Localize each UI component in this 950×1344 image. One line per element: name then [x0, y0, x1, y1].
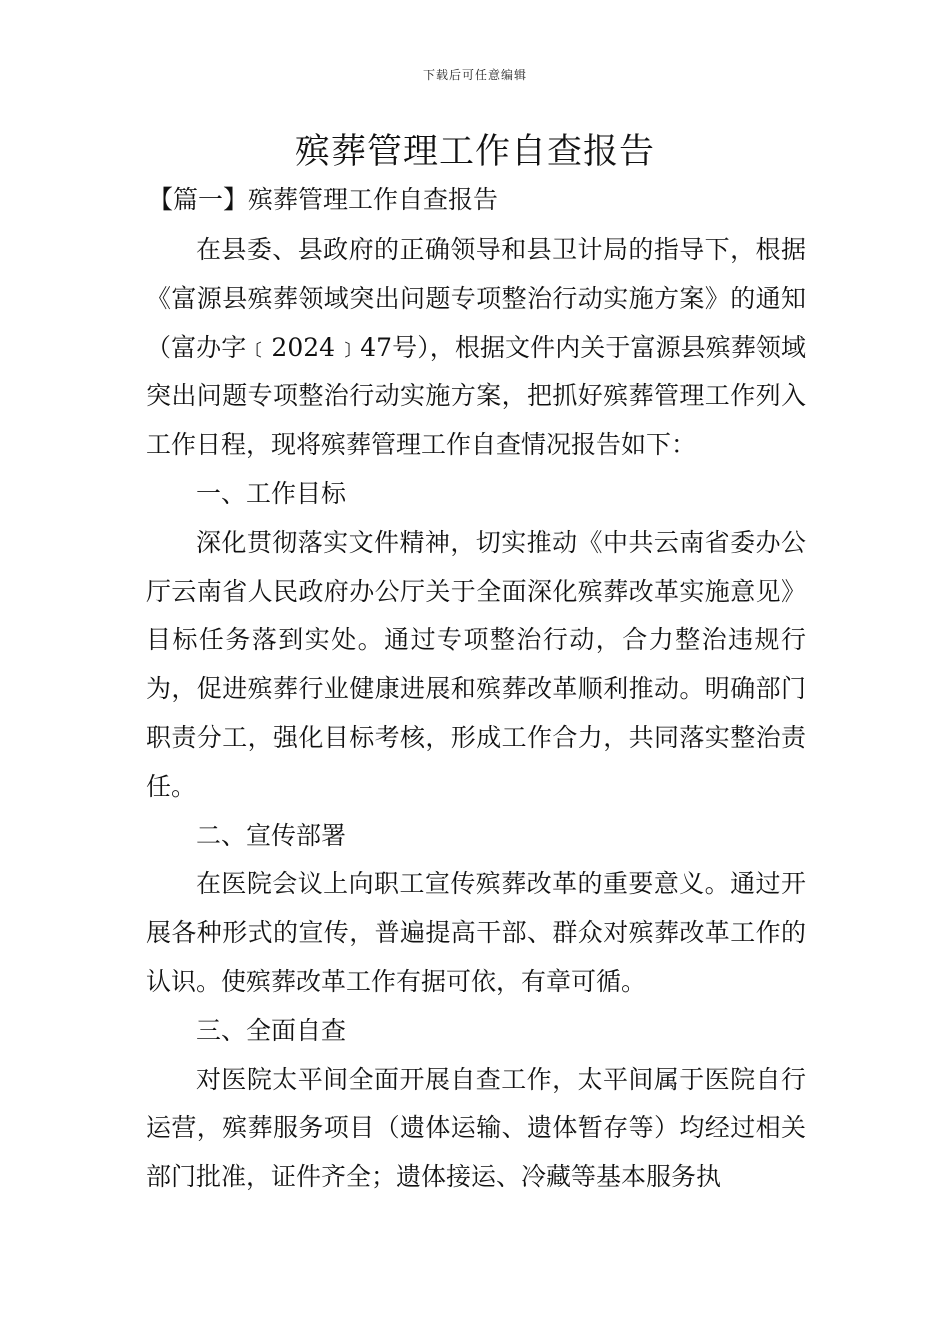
heading-self-inspection: 三、全面自查 — [196, 1015, 347, 1045]
paragraph-work-goals: 深化贯彻落实文件精神，切实推动《中共云南省委办公厅云南省人民政府办公厅关于全面深化殡葬改革实施意见》目标任务落到实处。通过专项整治行动，合力整治违规行为，促进殡葬行业健康进展和殡葬改革顺利推动。明确部门职责分工，强化目标考核，形成工作合力，共同落实整治责任。 — [146, 527, 806, 801]
paragraph-publicity: 在医院会议上向职工宣传殡葬改革的重要意义。通过开展各种形式的宣传，普遍提高干部、群众对殡葬改革工作的认识。使殡葬改革工作有据可依，有章可循。 — [146, 869, 806, 996]
document-title: 殡葬管理工作自查报告 — [294, 132, 655, 172]
paragraph-self-inspection: 对医院太平间全面开展自查工作，太平间属于医院自行运营，殡葬服务项目（遗体运输、遗体暂存等）均经过相关部门批准，证件齐全；遗体接运、冷藏等基本服务执 — [146, 1064, 806, 1192]
section-heading: 【篇一】殡葬管理工作自查报告 — [148, 185, 499, 214]
heading-publicity: 二、宣传部署 — [196, 820, 347, 850]
document-body — [146, 226, 806, 1202]
heading-work-goals: 一、工作目标 — [196, 478, 347, 508]
header-note: 下载后可任意编辑 — [422, 68, 527, 82]
paragraph-intro: 在县委、县政府的正确领导和县卫计局的指导下，根据《富源县殡葬领域突出问题专项整治行动实施方案》的通知（富办字﹝2024﹞47号），根据文件内关于富源县殡葬领域突出问题专项整治行动实施方案，把抓好殡葬管理工作列入工作日程，现将殡葬管理工作自查情况报告如下： — [146, 235, 806, 460]
